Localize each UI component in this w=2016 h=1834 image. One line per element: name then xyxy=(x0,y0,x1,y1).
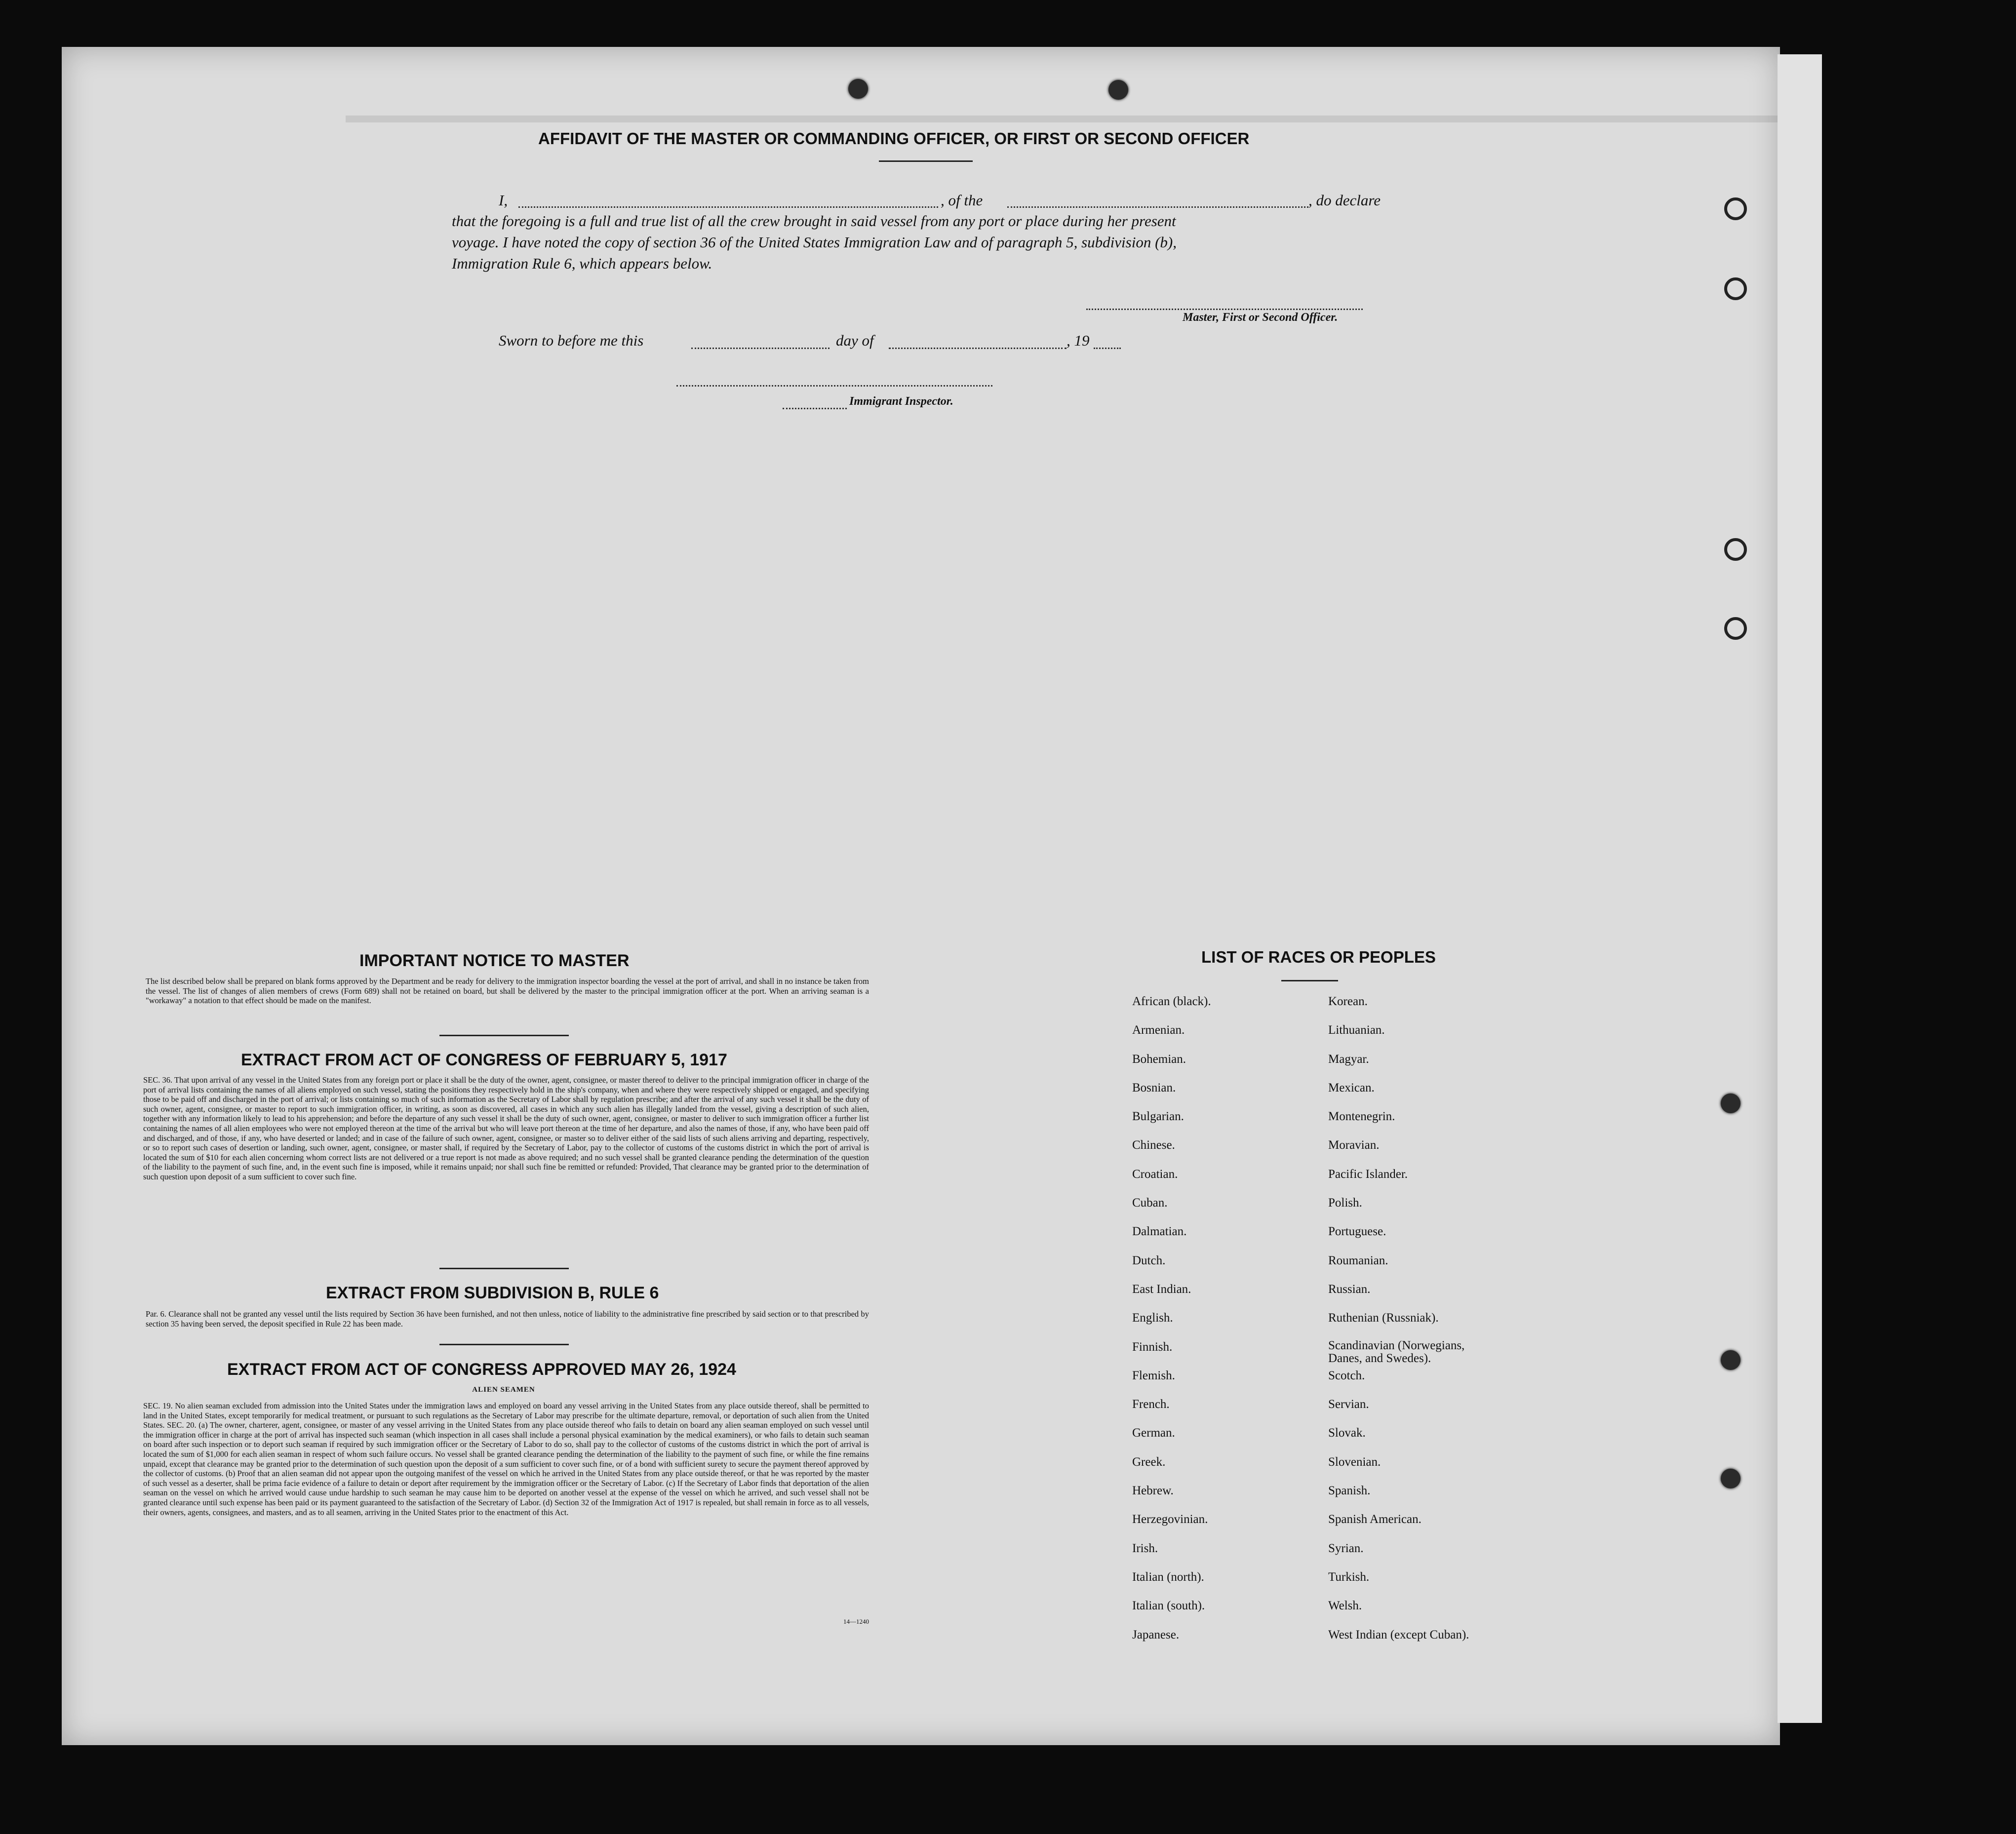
race-item: Finnish. xyxy=(1132,1340,1173,1354)
race-item: Croatian. xyxy=(1132,1167,1178,1181)
signature-caption: Master, First or Second Officer. xyxy=(1183,311,1338,324)
affidavit-do-declare: , do declare xyxy=(1308,192,1381,209)
race-item: Greek. xyxy=(1132,1455,1166,1469)
affidavit-line4: Immigration Rule 6, which appears below. xyxy=(452,255,712,272)
form-number: 14—1240 xyxy=(843,1618,869,1625)
punch-hole xyxy=(1721,1093,1740,1113)
notice-title: IMPORTANT NOTICE TO MASTER xyxy=(359,951,630,970)
race-item: Bohemian. xyxy=(1132,1052,1186,1066)
name-field-line[interactable] xyxy=(518,206,938,208)
extract-1917-text: SEC. 36. That upon arrival of any vessel in the United States from any foreign port or place it shall be the duty of the owner, agent, consignee, or master thereof to deliver to the principal immigration officer in charge of the port of arrival lists containing the names of all aliens employed on such vessel, stating the positions they respectively hold in the ship's company, when and where they were respectively shipped or engaged, and specifying those to be paid off and discharged in the port of arrival; or lists containing so much of such information as the Secretary of Labor shall by regulation prescribe; and after the arrival of any such vessel it shall be the duty of such owner, agent, consignee, or master to report to such immigration officer, in writing, as soon as discovered, all cases in which any such alien has illegally landed from the vessel, giving a description of such alien, together with any information likely to lead to his apprehension; and before the departure of any such vessel it shall be the duty of such owner, agent, consignee, or master to deliver to such immigration officer a further list containing the names of all alien employees who were not employed thereon at the time of the arrival but who will leave port thereon at the time of her departure, and also the names of those, if any, who have been paid off and discharged, and of those, if any, who have deserted or landed; and in case of the failure of such owner, agent, consignee, or master so to deliver either of the said lists of such aliens arriving and departing, respectively, or so to report such cases of desertion or landing, such owner, agent, consignee, or master shall, if required by the Secretary of Labor, pay to the collector of customs of the customs district in which the port of arrival is located the sum of $10 for each alien concerning whom correct lists are not delivered or a true report is not made as above required; and no such vessel shall be granted clearance pending the determination of the question of the liability to the payment of such fine, and, in the event such fine is imposed, while it remains unpaid; nor shall such fine be remitted or refunded: Provided, That clearance may be granted prior to the determination of such question upon deposit of a sum sufficient to cover such fine. xyxy=(143,1075,869,1181)
adjacent-page-edge xyxy=(1778,54,1822,1723)
race-item: Cuban. xyxy=(1132,1196,1168,1210)
race-item: Armenian. xyxy=(1132,1023,1185,1037)
affidavit-line3: voyage. I have noted the copy of section 36 of the United States Immigration Law and of paragraph 5, subdivision (b), xyxy=(452,234,1177,251)
race-item: Spanish. xyxy=(1328,1484,1371,1498)
race-item: Italian (south). xyxy=(1132,1599,1205,1613)
race-item: Bosnian. xyxy=(1132,1081,1176,1094)
races-right-column xyxy=(1328,994,1496,1656)
binder-ring xyxy=(1724,538,1747,561)
punch-hole xyxy=(1108,80,1128,100)
race-item: Russian. xyxy=(1328,1282,1371,1296)
race-item: Portuguese. xyxy=(1328,1225,1386,1239)
extract-1924-text: SEC. 19. No alien seaman excluded from admission into the United States under the immigration laws and employed on board any vessel arriving in the United States from any place outside thereof, shall be permitted to land in the United States, except temporarily for medical treatment, or pursuant to such regulations as the Secretary of Labor may prescribe for the ultimate departure, removal, or deportation of such alien from the United States. SEC. 20. (a) The owner, charterer, agent, consignee, or master of any vessel arriving in the United States from any place outside thereof who fails to detain on board any alien seaman employed on such vessel until the immigration officer in charge at the port of arrival has inspected such seaman (which inspection in all cases shall include a personal physical examination by the medical examiners), or who fails to detain such seaman on board after such inspection or to deport such seaman if required by such immigration officer or the Secretary of Labor to do so, shall pay to the collector of customs of the customs district in which the port of arrival is located the sum of $1,000 for each alien seaman in respect of whom such failure occurs. No vessel shall be granted clearance pending the determination of the liability to the payment of such fine, or while the fine remains unpaid, except that clearance may be granted prior to the determination of such question upon the deposit of a sum sufficient to cover such fine, or of a bond with sufficient surety to secure the payment thereof approved by the collector of customs. (b) Proof that an alien seaman did not appear upon the outgoing manifest of the vessel on which he arrived in the United States from any place outside thereof, or that he was reported by the master of such vessel as a deserter, shall be prima facie evidence of a failure to detain or deport after requirement by the immigration officer or the Secretary of Labor. (c) If the Secretary of Labor finds that deportation of the alien seaman on the vessel on which he arrived would cause undue hardship to such seaman he may cause him to be deported on another vessel at the expense of the vessel on which he arrived, and such vessel shall not be granted clearance until such expense has been paid or its payment guaranteed to the satisfaction of the Secretary of Labor. (d) Section 32 of the Immigration Act of 1917 is repealed, but shall remain in force as to all vessels, their owners, agents, consignees, and masters, and as to all seamen, arriving in the United States prior to the enactment of this Act. xyxy=(143,1401,869,1517)
race-item: German. xyxy=(1132,1426,1175,1440)
punch-hole xyxy=(848,79,868,99)
sworn-month-line[interactable] xyxy=(889,348,1067,349)
race-item: Scandinavian (Norwegians, Danes, and Swedes). xyxy=(1328,1338,1465,1365)
extract-1924-subtitle: ALIEN SEAMEN xyxy=(472,1386,535,1394)
affidavit-line2: that the foregoing is a full and true list of all the crew brought in said vessel from any port or place during her present xyxy=(452,212,1176,230)
section-rule xyxy=(439,1344,569,1345)
race-item: Flemish. xyxy=(1132,1368,1175,1382)
race-item: Irish. xyxy=(1132,1541,1158,1555)
section-rule xyxy=(439,1035,569,1036)
sworn-year-line[interactable] xyxy=(1094,348,1121,349)
title-rule xyxy=(879,160,973,162)
sworn-day-line[interactable] xyxy=(691,348,830,349)
race-item: Chinese. xyxy=(1132,1138,1175,1152)
race-item: Syrian. xyxy=(1328,1541,1364,1555)
race-item: Slovenian. xyxy=(1328,1455,1381,1469)
race-item: Korean. xyxy=(1328,995,1368,1008)
affidavit-of-the: , of the xyxy=(941,192,983,209)
race-item: Servian. xyxy=(1328,1398,1369,1411)
sworn-prefix: Sworn to before me this xyxy=(499,332,644,349)
affidavit-title: AFFIDAVIT OF THE MASTER OR COMMANDING OFFICER, OR FIRST OR SECOND OFFICER xyxy=(538,129,1250,148)
punch-hole xyxy=(1721,1350,1740,1370)
race-item: Pacific Islander. xyxy=(1328,1167,1408,1181)
race-item: Scotch. xyxy=(1328,1368,1365,1382)
race-item: Dalmatian. xyxy=(1132,1225,1187,1239)
affidavit-i: I, xyxy=(499,192,508,209)
races-title: LIST OF RACES OR PEOPLES xyxy=(1201,948,1436,966)
binder-ring xyxy=(1724,197,1747,220)
inspector-caption: Immigrant Inspector. xyxy=(849,395,953,408)
race-item: English. xyxy=(1132,1311,1173,1325)
sworn-day-of: day of xyxy=(836,332,874,349)
binder-ring xyxy=(1724,277,1747,300)
bleed-through xyxy=(346,106,1778,127)
inspector-short-line xyxy=(783,408,847,409)
signature-line[interactable] xyxy=(1086,309,1363,310)
inspector-signature-line[interactable] xyxy=(676,385,992,387)
notice-text: The list described below shall be prepared on blank forms approved by the Department and be ready for delivery to the immigration inspector boarding the vessel at the port of arrival, and shall in no instance be taken from the vessel. The list of changes of alien members of crews (Form 689) shall not be retained on board, but shall be delivered by the master to the principal immigration officer at the port. When an arriving seaman is a "workaway" a notation to that effect should be made on the manifest. xyxy=(146,976,869,1006)
race-item: Dutch. xyxy=(1132,1253,1166,1267)
extract-rule6-text: Par. 6. Clearance shall not be granted any vessel until the lists required by Section 36 have been furnished, and not then unless, notice of liability to the administrative fine prescribed by said section or to that prescribed by section 35 having been served, the deposit specified in Rule 22 has been made. xyxy=(146,1309,869,1328)
punch-hole xyxy=(1721,1469,1740,1488)
race-item: East Indian. xyxy=(1132,1282,1191,1296)
extract-rule6-title: EXTRACT FROM SUBDIVISION B, RULE 6 xyxy=(326,1284,659,1302)
binder-ring xyxy=(1724,617,1747,640)
sworn-year: , 19 xyxy=(1067,332,1090,349)
races-left-column xyxy=(1132,994,1211,1656)
race-item: Bulgarian. xyxy=(1132,1110,1184,1124)
race-item: Herzegovinian. xyxy=(1132,1513,1208,1526)
race-item: Polish. xyxy=(1328,1196,1362,1210)
race-item: Lithuanian. xyxy=(1328,1023,1385,1037)
race-item: Mexican. xyxy=(1328,1081,1375,1094)
race-item: West Indian (except Cuban). xyxy=(1328,1628,1469,1641)
races-title-rule xyxy=(1281,980,1338,981)
race-item: African (black). xyxy=(1132,995,1211,1008)
race-item: Japanese. xyxy=(1132,1628,1180,1641)
race-item: Montenegrin. xyxy=(1328,1110,1395,1124)
race-item: Turkish. xyxy=(1328,1570,1370,1584)
section-rule xyxy=(439,1268,569,1269)
race-item: Welsh. xyxy=(1328,1599,1362,1613)
race-item: Roumanian. xyxy=(1328,1253,1388,1267)
race-item: Magyar. xyxy=(1328,1052,1369,1066)
extract-1924-title: EXTRACT FROM ACT OF CONGRESS APPROVED MAY 26, 1924 xyxy=(227,1360,736,1379)
race-item: Italian (north). xyxy=(1132,1570,1204,1584)
race-item: Slovak. xyxy=(1328,1426,1366,1440)
vessel-field-line[interactable] xyxy=(1007,206,1308,208)
race-item: Ruthenian (Russniak). xyxy=(1328,1311,1439,1325)
race-item: Moravian. xyxy=(1328,1138,1380,1152)
race-item: Hebrew. xyxy=(1132,1484,1174,1498)
race-item: Spanish American. xyxy=(1328,1513,1422,1526)
extract-1917-title: EXTRACT FROM ACT OF CONGRESS OF FEBRUARY 5, 1917 xyxy=(241,1051,727,1069)
race-item: French. xyxy=(1132,1398,1170,1411)
